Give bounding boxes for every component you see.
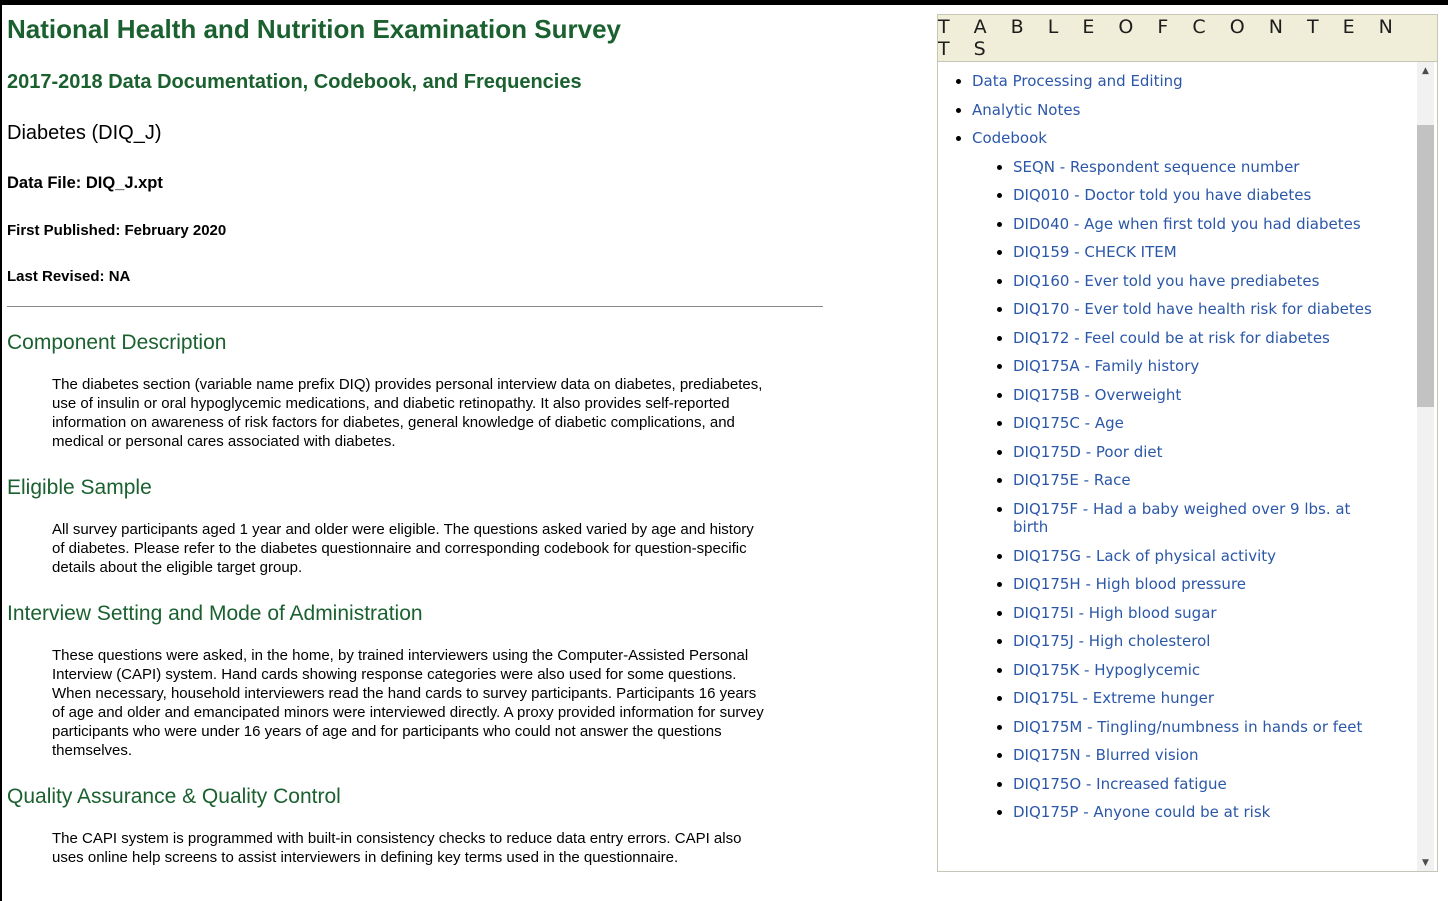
toc-link[interactable]: DIQ175E - Race — [1013, 471, 1131, 489]
toc-item — [1013, 803, 1385, 822]
toc-link[interactable]: DIQ175K - Hypoglycemic — [1013, 660, 1201, 679]
scrollbar-thumb[interactable] — [1417, 125, 1434, 407]
toc-link[interactable]: Analytic Notes — [972, 100, 1081, 119]
toc-link[interactable]: DIQ175I - High blood sugar — [1013, 603, 1217, 622]
toc-link[interactable]: DIQ175M - Tingling/numbness in hands or feet — [1013, 717, 1363, 736]
toc-item — [1013, 300, 1385, 319]
divider — [7, 306, 823, 307]
toc-list — [938, 72, 1437, 822]
toc-item — [972, 72, 1437, 91]
scroll-down-icon[interactable]: ▼ — [1417, 854, 1434, 871]
document-main — [7, 5, 825, 868]
section-paragraph: The CAPI system is programmed with built-in consistency checks to reduce data entry errors. CAPI also uses online help screens to assist interviewers in defining key terms used in the questionnaire. — [52, 829, 742, 866]
component-title: Diabetes (DIQ_J) — [7, 122, 162, 145]
scroll-up-icon[interactable]: ▲ — [1417, 62, 1434, 79]
first-published-label: First Published: February 2020 — [7, 222, 227, 240]
toc-item — [1013, 329, 1385, 348]
toc-item — [1013, 386, 1385, 405]
last-revised-label: Last Revised: NA — [7, 268, 131, 286]
table-of-contents-panel — [937, 14, 1438, 872]
toc-item — [1013, 471, 1385, 490]
toc-item — [1013, 443, 1385, 462]
section-paragraph: All survey participants aged 1 year and older were eligible. The questions asked varied by age and history of diabetes. Please refer to the diabetes questionnaire and corresponding codebook for question-specific details about the eligible target group. — [52, 521, 754, 577]
toc-link[interactable]: DIQ175F - Had a baby weighed over 9 lbs. at birth — [1013, 499, 1351, 536]
toc-link[interactable]: Codebook — [972, 129, 1047, 147]
toc-item — [1013, 746, 1385, 765]
toc-item — [1013, 243, 1385, 262]
section-paragraph: These questions were asked, in the home, by trained interviewers using the Computer-Assisted Personal Interview (CAPI) system. Hand cards showing response categories were also used for some questions. When necessary, household interviewers read the hand cards to survey participants. Participants 16 years of age and older and emancipated minors were interviewed directly. A proxy provided information for survey participants who were under 16 years of age and for participants who could not answer the questions themselves. — [52, 647, 764, 759]
toc-codebook-sublist — [972, 158, 1437, 822]
toc-link[interactable]: DIQ175N - Blurred vision — [1013, 746, 1199, 764]
toc-link[interactable]: SEQN - Respondent sequence number — [1013, 157, 1300, 176]
toc-link[interactable]: DIQ175J - High cholesterol — [1013, 632, 1211, 650]
section-paragraph: The diabetes section (variable name prefix DIQ) provides personal interview data on diabetes, prediabetes, use of insulin or oral hypoglycemic medications, and diabetic retinopathy. It also provides self-reported information on awareness of risk factors for diabetes, general knowledge of diabetic complications, and medical or personal cares associated with diabetes. — [52, 376, 763, 451]
toc-link[interactable]: DIQ010 - Doctor told you have diabetes — [1013, 186, 1312, 204]
toc-link[interactable]: DIQ175C - Age — [1013, 414, 1124, 432]
section-heading: Eligible Sample — [7, 476, 152, 499]
toc-link[interactable]: DIQ175A - Family history — [1013, 357, 1200, 375]
toc-link[interactable]: DIQ160 - Ever told you have prediabetes — [1013, 271, 1320, 290]
toc-link[interactable]: DIQ170 - Ever told have health risk for diabetes — [1013, 300, 1372, 318]
toc-item — [972, 101, 1437, 120]
toc-item — [1013, 547, 1385, 566]
toc-item — [1013, 575, 1385, 594]
toc-item — [1013, 775, 1385, 794]
toc-item — [1013, 215, 1385, 234]
section-heading: Quality Assurance & Quality Control — [7, 784, 341, 808]
toc-scrollbar[interactable] — [1417, 62, 1434, 871]
toc-item — [972, 129, 1437, 822]
toc-link[interactable]: DIQ175G - Lack of physical activity — [1013, 546, 1277, 565]
data-file-label: Data File: DIQ_J.xpt — [7, 174, 163, 193]
toc-link[interactable]: DIQ175H - High blood pressure — [1013, 575, 1247, 593]
sections-container — [7, 330, 825, 867]
toc-link[interactable]: DIQ175P - Anyone could be at risk — [1013, 803, 1271, 821]
toc-link[interactable]: DID040 - Age when first told you had diabetes — [1013, 214, 1361, 233]
toc-link[interactable]: DIQ175O - Increased fatigue — [1013, 774, 1227, 793]
toc-item — [1013, 500, 1385, 537]
toc-item — [1013, 357, 1385, 376]
toc-item — [1013, 158, 1385, 177]
toc-link[interactable]: DIQ159 - CHECK ITEM — [1013, 243, 1177, 261]
toc-link[interactable]: DIQ172 - Feel could be at risk for diabetes — [1013, 328, 1330, 347]
page-subtitle: 2017-2018 Data Documentation, Codebook, and Frequencies — [7, 71, 582, 94]
toc-item — [1013, 414, 1385, 433]
toc-item — [1013, 186, 1385, 205]
toc-link[interactable]: Data Processing and Editing — [972, 72, 1183, 90]
toc-item — [1013, 272, 1385, 291]
toc-link[interactable]: DIQ175D - Poor diet — [1013, 442, 1163, 461]
page-title: National Health and Nutrition Examination Survey — [7, 14, 621, 44]
toc-link[interactable]: DIQ175L - Extreme hunger — [1013, 689, 1215, 707]
toc-scroll-area[interactable] — [937, 62, 1438, 872]
toc-item — [1013, 604, 1385, 623]
toc-item — [1013, 689, 1385, 708]
toc-link[interactable]: DIQ175B - Overweight — [1013, 385, 1182, 404]
section-heading: Component Description — [7, 331, 227, 355]
toc-item — [1013, 632, 1385, 651]
toc-header: T A B L E O F C O N T E N T S — [937, 14, 1438, 62]
toc-item — [1013, 661, 1385, 680]
toc-item — [1013, 718, 1385, 737]
section-heading: Interview Setting and Mode of Administration — [7, 601, 423, 625]
